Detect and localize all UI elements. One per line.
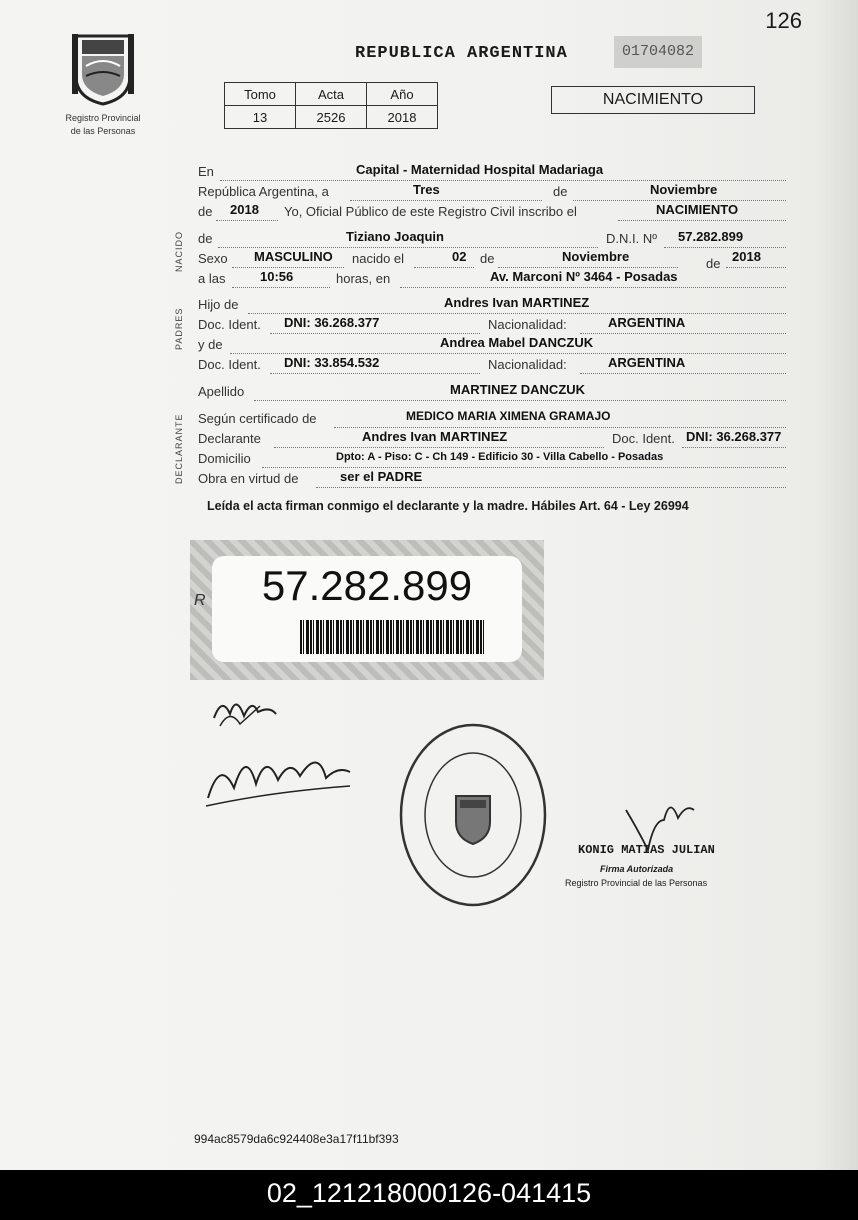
value-madre: Andrea Mabel DANCZUK [440, 335, 594, 350]
label-doc-ident: Doc. Ident. [198, 317, 261, 332]
value-declarante-doc: DNI: 36.268.377 [686, 429, 782, 444]
label-de-mes: de [553, 184, 568, 199]
value-padre: Andres Ivan MARTINEZ [444, 295, 590, 310]
label-nacido-el: nacido el [352, 251, 405, 266]
label-obra: Obra en virtud de [198, 471, 299, 486]
value-anio: 2018 [367, 106, 438, 129]
value-lugar: Capital - Maternidad Hospital Madariaga [356, 162, 604, 177]
label-nacionalidad: Nacionalidad: [488, 317, 567, 332]
country-title: REPUBLICA ARGENTINA [355, 44, 568, 63]
value-sexo: MASCULINO [254, 249, 333, 264]
value-madre-doc: DNI: 33.854.532 [284, 355, 380, 370]
header-acta: Acta [296, 83, 367, 106]
row-domicilio [198, 451, 788, 471]
label-sexo: Sexo [198, 251, 228, 266]
label-horas-en: horas, en [336, 271, 391, 286]
value-dia: Tres [413, 182, 440, 197]
label-y-de: y de [198, 337, 223, 352]
signatures-left [200, 688, 360, 828]
act-type-box: NACIMIENTO [551, 86, 755, 114]
value-nac-mes: Noviembre [562, 249, 630, 264]
value-certificado: MEDICO MARIA XIMENA GRAMAJO [406, 409, 611, 423]
value-anio: 2018 [230, 202, 259, 217]
page-number: 126 [765, 8, 802, 33]
registry-caption-line2: de las Personas [70, 126, 136, 136]
label-de-mes2: de [480, 251, 495, 266]
value-tomo: 13 [225, 106, 296, 129]
row-lugar [198, 164, 788, 184]
coat-of-arms-icon [68, 26, 138, 106]
row-inscripcion [198, 204, 788, 224]
value-nac-anio: 2018 [732, 249, 761, 264]
value-madre-nac: ARGENTINA [608, 355, 686, 370]
label-de-anio2: de [706, 256, 721, 271]
value-domicilio-nac: Av. Marconi Nº 3464 - Posadas [490, 269, 678, 284]
dni-sticker [190, 540, 544, 680]
label-declarante: Declarante [198, 431, 261, 446]
row-nombre [198, 231, 788, 251]
signer-role: Firma Autorizada [600, 864, 674, 874]
row-fecha [198, 184, 788, 204]
dni-sticker-panel [212, 556, 522, 662]
registry-caption-line1: Registro Provincial [65, 113, 141, 123]
barcode-icon [300, 620, 484, 654]
label-de-nombre: de [198, 231, 213, 246]
label-hijo-de: Hijo de [198, 297, 239, 312]
serial-number: 01704082 [614, 36, 702, 68]
row-sexo [198, 251, 788, 271]
header-tomo: Tomo [225, 83, 296, 106]
row-madre-doc [198, 357, 788, 377]
section-padres-label: PADRES [174, 307, 184, 350]
label-segun: Según certificado de [198, 411, 317, 426]
value-declarante: Andres Ivan MARTINEZ [362, 429, 508, 444]
label-oficial: Yo, Oficial Público de este Registro Civil inscribo el [284, 204, 577, 219]
label-nacionalidad2: Nacionalidad: [488, 357, 567, 372]
section-declarante-label: DECLARANTE [174, 413, 184, 484]
value-mes: Noviembre [650, 182, 718, 197]
document-hash: 994ac8579da6c924408e3a17f11bf393 [194, 1132, 399, 1146]
acta-table [224, 82, 438, 129]
label-dni: D.N.I. Nº [606, 231, 657, 246]
value-apellido: MARTINEZ DANCZUK [450, 382, 586, 397]
label-de-anio: de [198, 204, 213, 219]
row-padre-doc [198, 317, 788, 337]
value-padre-doc: DNI: 36.268.377 [284, 315, 380, 330]
value-obra: ser el PADRE [340, 469, 423, 484]
signer-name: KONIG MATIAS JULIAN [578, 843, 715, 857]
label-a-las: a las [198, 271, 226, 286]
label-republica: República Argentina, a [198, 184, 329, 199]
footer-code: 02_121218000126-041415 [0, 1170, 858, 1220]
value-nac-dia: 02 [452, 249, 467, 264]
value-inscribe: NACIMIENTO [656, 202, 739, 217]
value-hora: 10:56 [260, 269, 294, 284]
value-domicilio: Dpto: A - Piso: C - Ch 149 - Edificio 30 - Villa Cabello - Posadas [336, 451, 664, 463]
label-doc-ident2: Doc. Ident. [198, 357, 261, 372]
section-nacido-label: NACIDO [174, 230, 184, 272]
dni-sticker-number: 57.282.899 [261, 562, 473, 609]
value-padre-nac: ARGENTINA [608, 315, 686, 330]
label-en: En [198, 164, 214, 179]
value-dni: 57.282.899 [678, 229, 744, 244]
row-certificado [198, 411, 788, 431]
label-domicilio: Domicilio [198, 451, 251, 466]
row-hora [198, 271, 788, 291]
official-seal [398, 722, 548, 908]
row-padre [198, 297, 788, 317]
value-nombre: Tiziano Joaquin [346, 229, 444, 244]
row-madre [198, 337, 788, 357]
registry-logo [58, 26, 148, 137]
value-acta: 2526 [296, 106, 367, 129]
closing-note: Leída el acta firman conmigo el declarante y la madre. Hábiles Art. 64 - Ley 26994 [207, 499, 689, 513]
row-obra [198, 471, 788, 491]
header-anio: Año [367, 83, 438, 106]
row-declarante [198, 431, 788, 451]
signer-office: Registro Provincial de las Personas [565, 878, 708, 888]
row-apellido [198, 384, 788, 404]
label-apellido: Apellido [198, 384, 245, 399]
sticker-letter: R [194, 592, 206, 609]
label-doc-ident3: Doc. Ident. [612, 431, 675, 446]
